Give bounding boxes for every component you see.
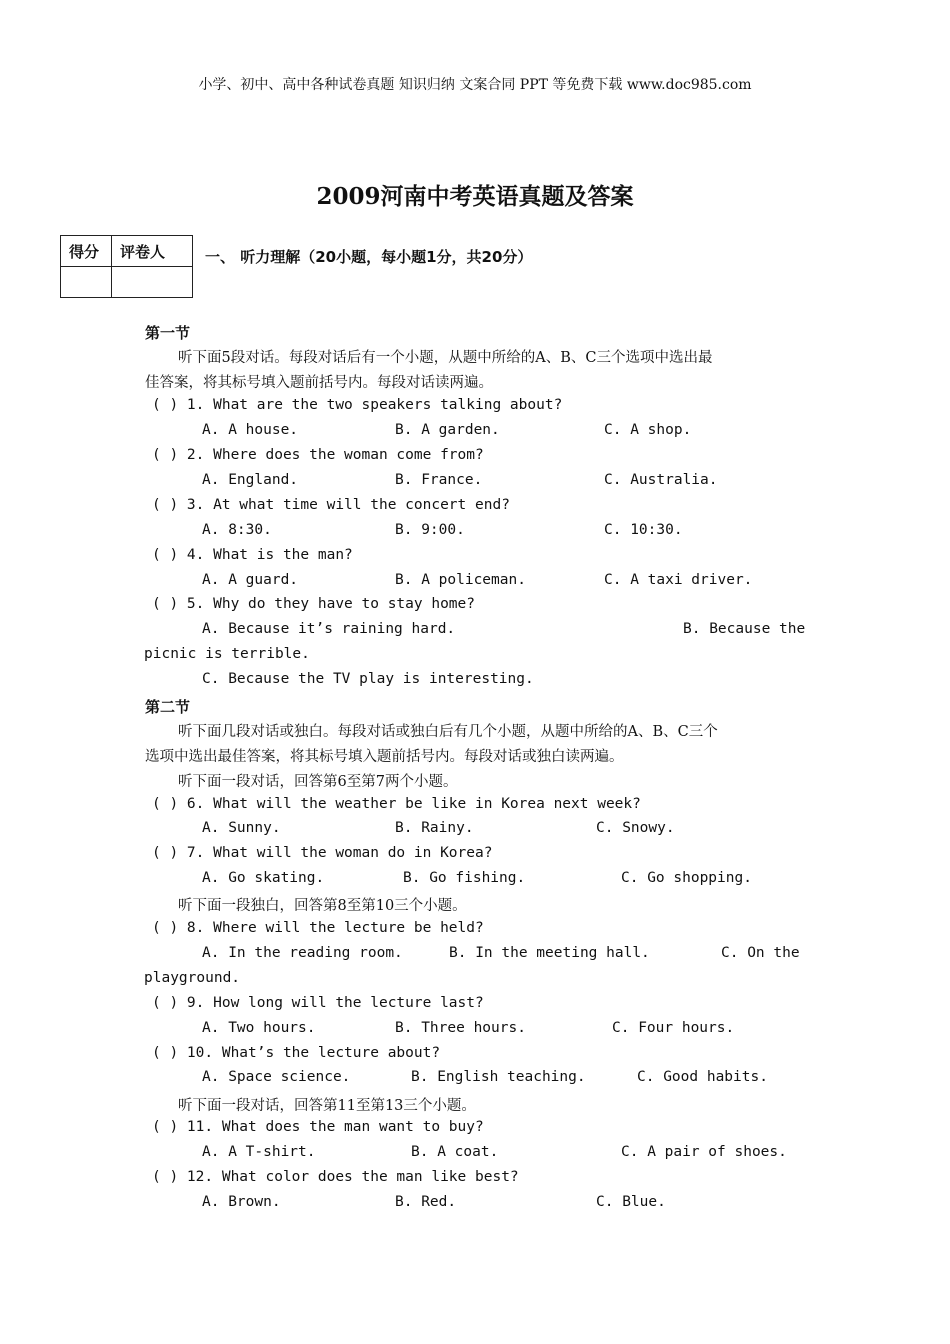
option-c: C. 10:30. [604,522,683,538]
question-stem: ( ) 8. Where will the lecture be held? [152,920,484,936]
part1-title: 第一节 [145,324,191,342]
section-heading: 一、 听力理解（20小题，每小题1分，共20分） [205,248,533,266]
option-a: A. Because it’s raining hard. [202,621,456,637]
option-b: B. Rainy. [395,820,474,836]
option-b: B. Red. [395,1194,457,1210]
score-label: 得分 [61,236,112,267]
option-c: C. Go shopping. [621,870,752,886]
option-c: C. Snowy. [596,820,675,836]
option-c: C. Good habits. [637,1069,768,1085]
option-a: A. In the reading room. [202,945,403,961]
option-c: C. Four hours. [612,1020,735,1036]
option-a: A. Brown. [202,1194,281,1210]
question-stem: ( ) 11. What does the man want to buy? [152,1119,484,1135]
option-c: C. A pair of shoes. [621,1144,787,1160]
page-title: 2009河南中考英语真题及答案 [316,183,634,210]
option-c: C. Australia. [604,472,718,488]
question-stem: ( ) 6. What will the weather be like in Korea next week? [152,796,641,812]
option-a: A. A guard. [202,572,299,588]
page-header: 小学、初中、高中各种试卷真题 知识归纳 文案合同 PPT 等免费下载 www.doc985.com [198,77,752,93]
option-a: A. Go skating. [202,870,325,886]
question-stem: ( ) 7. What will the woman do in Korea? [152,845,493,861]
option-b: B. Because the [683,621,806,637]
score-cell [61,267,112,298]
part2-instr: 选项中选出最佳答案，将其标号填入题前括号内。每段对话或独白读两遍。 [145,749,624,765]
question-stem: ( ) 10. What’s the lecture about? [152,1045,441,1061]
option-b: B. A policeman. [395,572,526,588]
score-box [60,235,193,298]
question-stem: ( ) 5. Why do they have to stay home? [152,596,476,612]
question-stem: ( ) 4. What is the man? [152,547,353,563]
option-a: A. England. [202,472,299,488]
option-c: C. A taxi driver. [604,572,753,588]
option-b: B. A coat. [411,1144,499,1160]
question-stem: ( ) 12. What color does the man like best? [152,1169,519,1185]
part2-instr: 听下面一段对话，回答第11至第13三个小题。 [178,1098,476,1114]
option-b: B. English teaching. [411,1069,586,1085]
option-b: B. France. [395,472,483,488]
part2-title: 第二节 [145,698,191,716]
option-c: C. Because the TV play is interesting. [202,671,534,687]
option-c: C. A shop. [604,422,692,438]
option-b: B. Three hours. [395,1020,526,1036]
option-c: C. On the [721,945,800,961]
part2-instr: 听下面几段对话或独白。每段对话或独白后有几个小题，从题中所给的A、B、C三个 [178,724,718,740]
question-stem: ( ) 2. Where does the woman come from? [152,447,484,463]
option-b: B. In the meeting hall. [449,945,650,961]
option-c: C. Blue. [596,1194,666,1210]
question-stem: ( ) 3. At what time will the concert end? [152,497,510,513]
question-stem: ( ) 9. How long will the lecture last? [152,995,484,1011]
part2-instr: 听下面一段独白，回答第8至第10三个小题。 [178,898,467,914]
option-a: A. A T-shirt. [202,1144,316,1160]
part1-instr: 佳答案，将其标号填入题前括号内。每段对话读两遍。 [145,375,493,391]
option-a: A. Two hours. [202,1020,316,1036]
option-b: B. 9:00. [395,522,465,538]
grader-label: 评卷人 [112,236,193,267]
option-a: A. 8:30. [202,522,272,538]
grader-cell [112,267,193,298]
part2-instr: 听下面一段对话，回答第6至第7两个小题。 [178,774,458,790]
option-a: A. A house. [202,422,299,438]
option-b: B. A garden. [395,422,500,438]
option-c-cont: playground. [144,970,241,986]
option-a: A. Sunny. [202,820,281,836]
option-a: A. Space science. [202,1069,351,1085]
option-b-cont: picnic is terrible. [144,646,310,662]
option-b: B. Go fishing. [403,870,526,886]
part1-instr: 听下面5段对话。每段对话后有一个小题，从题中所给的A、B、C三个选项中选出最 [178,350,713,366]
question-stem: ( ) 1. What are the two speakers talking about? [152,397,563,413]
